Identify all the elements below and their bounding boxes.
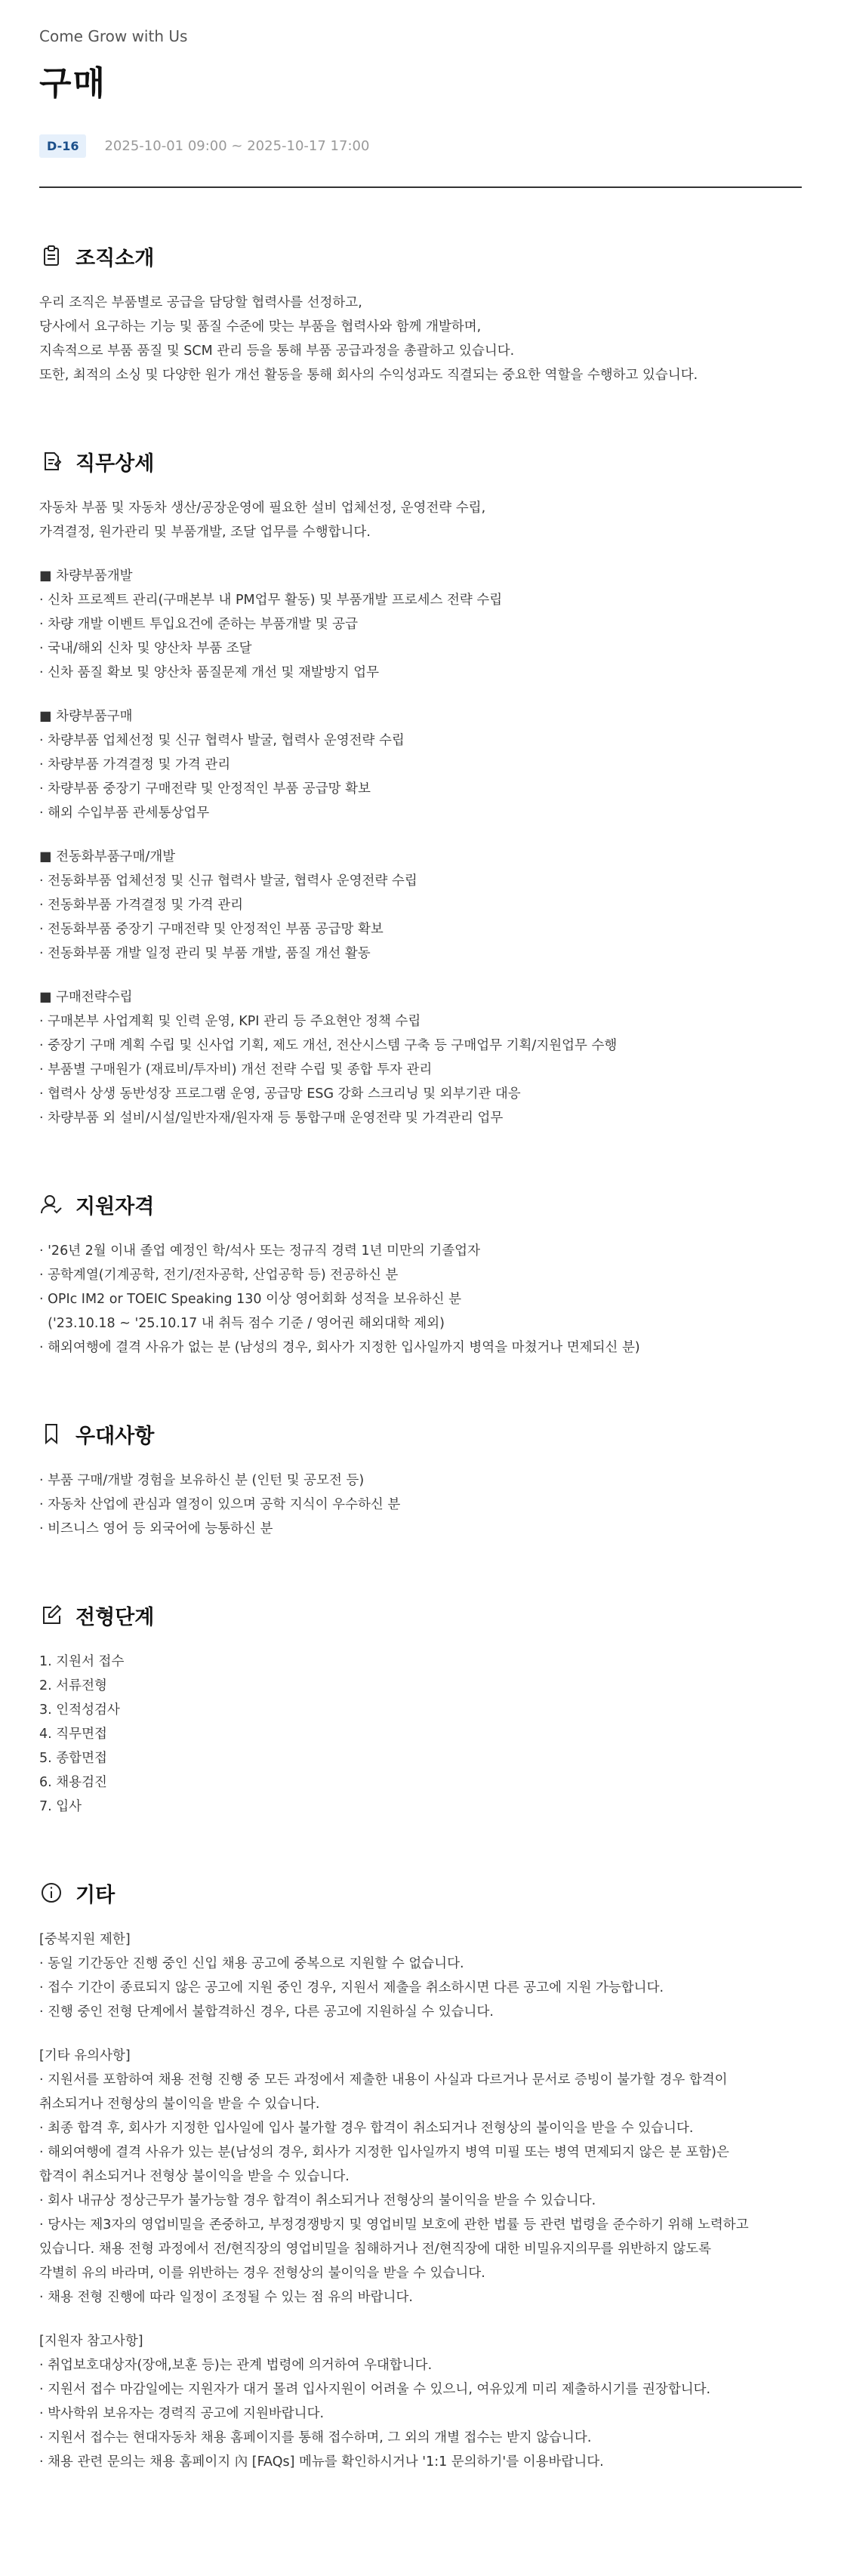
qual-line: · OPIc IM2 or TOEIC Speaking 130 이상 영어회화 성적을 보유하신 분 (39, 1292, 462, 1307)
duty-item: · 부품별 구매원가 (재료비/투자비) 개선 전략 수립 및 종합 투자 관리 (39, 1062, 433, 1077)
etc-item: · 해외여행에 결격 사유가 있는 분(남성의 경우, 회사가 지정한 입사일까지 병역 미필 또는 병역 면제되지 않은 분 포함)은 (39, 2145, 729, 2160)
duty-item: · 협력사 상생 동반성장 프로그램 운영, 공급망 ESG 강화 스크리닝 및 외부기관 대응 (39, 1086, 521, 1102)
duty-item: · 국내/해외 신차 및 양산차 부품 조달 (39, 641, 252, 656)
section-duty-title: 직무상세 (75, 451, 155, 476)
section-pref-title: 우대사항 (75, 1424, 155, 1448)
section-org-body (39, 291, 802, 387)
duty-item: · 전동화부품 가격결정 및 가격 관리 (39, 898, 244, 913)
section-org-title: 조직소개 (75, 246, 155, 270)
process-step: 5. 종합면접 (39, 1751, 107, 1766)
info-icon (39, 1881, 63, 1905)
etc-item: · 진행 중인 전형 단계에서 불합격하신 경우, 다른 공고에 지원하실 수 있습니다. (39, 2004, 494, 2020)
posting-meta (39, 134, 802, 158)
section-pref-body (39, 1468, 802, 1541)
section-process-title: 전형단계 (75, 1605, 155, 1629)
section-process-body (39, 1650, 802, 1819)
section-qual-body (39, 1239, 802, 1360)
bookmark-icon (39, 1422, 63, 1446)
etc-item: · 채용 전형 진행에 따라 일정이 조정될 수 있는 점 유의 바랍니다. (39, 2290, 413, 2305)
etc-item: 각별히 유의 바라며, 이를 위반하는 경우 전형상의 불이익을 받을 수 있습니다. (39, 2266, 485, 2281)
etc-item: · 취업보호대상자(장애,보훈 등)는 관계 법령에 의거하여 우대합니다. (39, 2358, 433, 2373)
org-line: 우리 조직은 부품별로 공급을 담당할 협력사를 선정하고, (39, 295, 362, 310)
page-title: 구매 (39, 64, 107, 103)
qual-line: · '26년 2월 이내 졸업 예정인 학/석사 또는 정규직 경력 1년 미만의 기졸업자 (39, 1243, 480, 1259)
duty-group-head: ■ 구매전략수립 (39, 990, 133, 1005)
etc-item: · 박사학위 보유자는 경력직 공고에 지원바랍니다. (39, 2406, 325, 2421)
section-duty-header (39, 446, 802, 476)
duty-item: · 전동화부품 업체선정 및 신규 협력사 발굴, 협력사 운영전략 수립 (39, 874, 417, 889)
org-line: 당사에서 요구하는 기능 및 품질 수준에 맞는 부품을 협력사와 함께 개발하며, (39, 319, 482, 334)
duty-item: · 전동화부품 중장기 구매전략 및 안정적인 부품 공급망 확보 (39, 922, 384, 937)
pref-line: · 자동차 산업에 관심과 열정이 있으며 공학 지식이 우수하신 분 (39, 1497, 401, 1512)
etc-item: · 지원서 접수는 현대자동차 채용 홈페이지를 통해 접수하며, 그 외의 개별 접수는 받지 않습니다. (39, 2430, 592, 2445)
process-step: 1. 지원서 접수 (39, 1654, 125, 1669)
section-org (39, 241, 802, 387)
user-check-icon (39, 1192, 63, 1216)
section-etc-header (39, 1878, 802, 1908)
etc-item: · 최종 합격 후, 회사가 지정한 입사일에 입사 불가할 경우 합격이 취소되거나 전형상의 불이익을 받을 수 있습니다. (39, 2121, 694, 2136)
etc-item: · 동일 기간동안 진행 중인 신입 채용 공고에 중복으로 지원할 수 없습니다. (39, 1956, 464, 1971)
duty-item: · 차량부품 업체선정 및 신규 협력사 발굴, 협력사 운영전략 수립 (39, 733, 405, 748)
duty-group-head: ■ 차량부품개발 (39, 569, 133, 584)
org-line: 또한, 최적의 소싱 및 다양한 원가 개선 활동을 통해 회사의 수익성과도 직결되는 중요한 역할을 수행하고 있습니다. (39, 368, 698, 383)
duty-item: · 차량부품 외 설비/시설/일반자재/원자재 등 통합구매 운영전략 및 가격관리 업무 (39, 1111, 504, 1126)
process-step: 2. 서류전형 (39, 1678, 107, 1693)
duty-group-head: ■ 전동화부품구매/개발 (39, 849, 176, 864)
etc-item: · 회사 내규상 정상근무가 불가능할 경우 합격이 취소되거나 전형상의 불이익을 받을 수 있습니다. (39, 2193, 596, 2208)
edit-box-icon (39, 1603, 63, 1627)
duty-item: · 차량 개발 이벤트 투입요건에 준하는 부품개발 및 공급 (39, 617, 358, 632)
etc-group-head: [기타 유의사항] (39, 2048, 131, 2063)
etc-item: · 지원서를 포함하여 채용 전형 진행 중 모든 과정에서 제출한 내용이 사실과 다르거나 문서로 증빙이 불가할 경우 합격이 (39, 2072, 728, 2088)
section-etc (39, 1878, 802, 2474)
etc-item: · 지원서 접수 마감일에는 지원자가 대거 몰려 입사지원이 어려울 수 있으니, 여유있게 미리 제출하시기를 권장합니다. (39, 2382, 711, 2397)
process-step: 4. 직무면접 (39, 1727, 107, 1742)
duty-item: · 중장기 구매 계획 수립 및 신사업 기획, 제도 개선, 전산시스템 구축 등 구매업무 기획/지원업무 수행 (39, 1038, 618, 1053)
header-divider (39, 186, 802, 188)
section-etc-title: 기타 (75, 1883, 116, 1907)
etc-item: · 접수 기간이 종료되지 않은 공고에 지원 중인 경우, 지원서 제출을 취소하시면 다른 공고에 지원 가능합니다. (39, 1980, 664, 1995)
process-step: 7. 입사 (39, 1799, 82, 1814)
duty-group-head: ■ 차량부품구매 (39, 709, 133, 724)
duty-item: · 신차 품질 확보 및 양산차 품질문제 개선 및 재발방지 업무 (39, 665, 380, 680)
section-duty (39, 446, 802, 1130)
org-line: 지속적으로 부품 품질 및 SCM 관리 등을 통해 부품 공급과정을 총괄하고 있습니다. (39, 344, 515, 359)
duty-item: · 해외 수입부품 관세통상업무 (39, 806, 210, 821)
section-org-header (39, 241, 802, 271)
process-step: 6. 채용검진 (39, 1775, 107, 1790)
eyebrow-text: Come Grow with Us (39, 27, 188, 45)
etc-item: · 채용 관련 문의는 채용 홈페이지 內 [FAQs] 메뉴를 확인하시거나 '1:1 문의하기'를 이용바랍니다. (39, 2454, 604, 2470)
dday-badge: D-16 (39, 134, 86, 158)
pref-line: · 비즈니스 영어 등 외국어에 능통하신 분 (39, 1521, 273, 1536)
section-qual-title: 지원자격 (75, 1194, 155, 1219)
section-process (39, 1600, 802, 1819)
duty-intro-line: 가격결정, 원가관리 및 부품개발, 조달 업무를 수행합니다. (39, 525, 371, 540)
duty-item: · 신차 프로젝트 관리(구매본부 내 PM업무 활동) 및 부품개발 프로세스 전략 수립 (39, 593, 503, 608)
duty-item: · 차량부품 중장기 구매전략 및 안정적인 부품 공급망 확보 (39, 781, 371, 797)
section-process-header (39, 1600, 802, 1630)
duty-item: · 전동화부품 개발 일정 관리 및 부품 개발, 품질 개선 활동 (39, 946, 371, 961)
duty-intro-line: 자동차 부품 및 자동차 생산/공장운영에 필요한 설비 업체선정, 운영전략 수립, (39, 501, 486, 516)
duty-item: · 차량부품 가격결정 및 가격 관리 (39, 757, 231, 772)
section-duty-body (39, 496, 802, 1130)
section-etc-body (39, 1927, 802, 2474)
etc-group-head: [중복지원 제한] (39, 1932, 131, 1947)
section-pref-header (39, 1419, 802, 1449)
section-preference (39, 1419, 802, 1541)
etc-item: · 당사는 제3자의 영업비밀을 존중하고, 부정경쟁방지 및 영업비밀 보호에 관한 법률 등 관련 법령을 준수하기 위해 노력하고 (39, 2217, 749, 2232)
qual-line: · 공학계열(기계공학, 전기/전자공학, 산업공학 등) 전공하신 분 (39, 1268, 399, 1283)
duty-item: · 구매본부 사업계획 및 인력 운영, KPI 관리 등 주요현안 정책 수립 (39, 1014, 421, 1029)
etc-item: 있습니다. 채용 전형 과정에서 전/현직장의 영업비밀을 침해하거나 전/현직장에 대한 비밀유지의무를 위반하지 않도록 (39, 2242, 711, 2257)
application-period: 2025-10-01 09:00 ~ 2025-10-17 17:00 (104, 138, 370, 154)
process-step: 3. 인적성검사 (39, 1702, 120, 1718)
etc-item: 취소되거나 전형상의 불이익을 받을 수 있습니다. (39, 2097, 320, 2112)
clipboard-icon (39, 244, 63, 268)
section-qualification (39, 1189, 802, 1360)
qual-line: · 해외여행에 결격 사유가 없는 분 (남성의 경우, 회사가 지정한 입사일까지 병역을 마쳤거나 면제되신 분) (39, 1340, 640, 1355)
etc-group-head: [지원자 참고사항] (39, 2334, 143, 2349)
etc-item: 합격이 취소되거나 전형상 불이익을 받을 수 있습니다. (39, 2169, 350, 2184)
pref-line: · 부품 구매/개발 경험을 보유하신 분 (인턴 및 공모전 등) (39, 1473, 365, 1488)
section-qual-header (39, 1189, 802, 1219)
qual-line: ('23.10.18 ~ '25.10.17 내 취득 점수 기준 / 영어권 해외대학 제외) (39, 1316, 445, 1331)
document-edit-icon (39, 449, 63, 473)
